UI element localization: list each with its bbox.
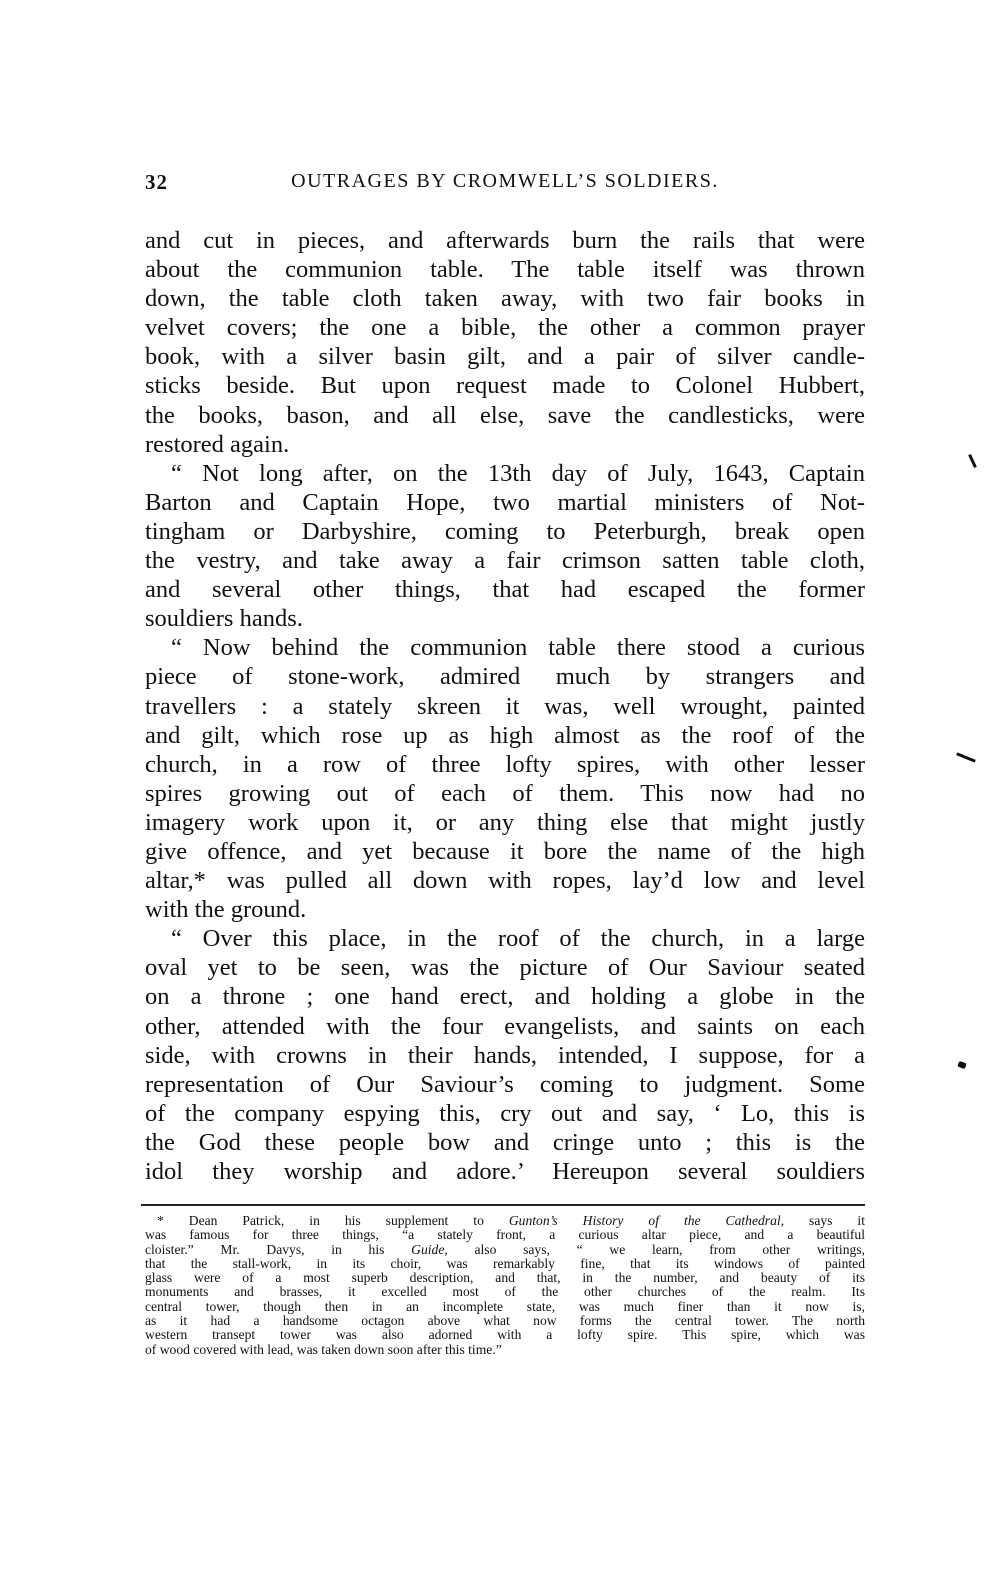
body-line: tingham or Darbyshire, coming to Peterburgh, break open — [145, 517, 865, 545]
margin-mark — [968, 454, 977, 468]
body-line: travellers : a stately skreen it was, well wrought, painted — [145, 692, 865, 720]
body-line: the books, bason, and all else, save the candlesticks, were — [145, 401, 865, 429]
body-line: down, the table cloth taken away, with two fair books in — [145, 285, 865, 313]
body-line: book, with a silver basin gilt, and a pair of silver candle- — [145, 343, 865, 371]
body-line: sticks beside. But upon request made to Colonel Hubbert, — [145, 372, 865, 400]
footnote-line: was famous for three things, “a stately front, a curious altar piece, and a beautiful — [145, 1227, 865, 1243]
body-line: imagery work upon it, or any thing else that might justly — [145, 808, 865, 836]
body-line: “ Now behind the communion table there stood a curious — [171, 634, 865, 662]
body-line: velvet covers; the one a bible, the other a common prayer — [145, 314, 865, 342]
footnote-text: , says it — [780, 1213, 865, 1228]
footnote-line: monuments and brasses, it excelled most of the other churches of the realm. Its — [145, 1284, 865, 1300]
body-line: give offence, and yet because it bore the name of the high — [145, 837, 865, 865]
body-line: oval yet to be seen, was the picture of Our Saviour seated — [145, 954, 865, 982]
body-line: souldiers hands. — [145, 605, 303, 633]
body-text — [145, 226, 865, 1186]
body-line: idol they worship and adore.’ Hereupon several souldiers — [145, 1158, 865, 1185]
margin-mark — [957, 1061, 967, 1069]
body-line: about the communion table. The table itself was thrown — [145, 256, 865, 284]
footnote-line: of wood covered with lead, was taken down soon after this time.” — [145, 1341, 502, 1357]
running-head — [145, 170, 865, 200]
footnote-line: central tower, though then in an incomplete state, was much finer than it now is, — [145, 1298, 865, 1314]
footnote-line: western transept tower was also adorned with a lofty spire. This spire, which was — [145, 1327, 865, 1343]
footnote-book-title: Gunton’s History of the Cathedral — [508, 1213, 781, 1228]
footnote-text: , also says, “ we learn, from other writings, — [444, 1241, 865, 1257]
body-line: and gilt, which rose up as high almost as the roof of the — [145, 721, 865, 749]
margin-mark — [956, 752, 976, 762]
body-line: with the ground. — [145, 896, 307, 924]
footnote — [145, 1214, 865, 1357]
body-line: representation of Our Saviour’s coming to judgment. Some — [145, 1070, 865, 1098]
body-line: the God these people bow and cringe unto ; this is the — [145, 1128, 865, 1156]
body-line: Barton and Captain Hope, two martial ministers of Not- — [145, 488, 865, 516]
body-line: “ Not long after, on the 13th day of July, 1643, Captain — [171, 459, 865, 487]
footnote-line: as it had a handsome octagon above what now forms the central tower. The north — [145, 1313, 865, 1329]
body-line: the vestry, and take away a fair crimson satten table cloth, — [145, 547, 865, 575]
footnote-text: * Dean Patrick, in his supplement to — [157, 1213, 509, 1228]
footnote-line — [145, 1243, 865, 1257]
footnote-line: that the stall-work, in its choir, was remarkably fine, that its windows of painted — [145, 1255, 865, 1271]
body-line: other, attended with the four evangelists, and saints on each — [145, 1012, 865, 1040]
body-line: of the company espying this, cry out and say, ‘ Lo, this is — [145, 1099, 865, 1127]
body-line: church, in a row of three lofty spires, with other lesser — [145, 750, 865, 778]
footnote-rule — [141, 1204, 865, 1206]
running-title: OUTRAGES BY CROMWELL’S SOLDIERS. — [291, 170, 719, 192]
body-line: side, with crowns in their hands, intended, I suppose, for a — [145, 1041, 865, 1069]
body-line: “ Over this place, in the roof of the church, in a large — [171, 925, 865, 953]
page-number: 32 — [145, 170, 168, 194]
footnote-text: cloister.” Mr. Davys, in his — [145, 1241, 412, 1257]
body-line: altar,* was pulled all down with ropes, lay’d low and level — [145, 867, 865, 895]
footnote-book-title: Guide — [411, 1241, 445, 1257]
body-line: spires growing out of each of them. This now had no — [145, 779, 865, 807]
body-line: on a throne ; one hand erect, and holding a globe in the — [145, 983, 865, 1011]
footnote-line — [145, 1214, 865, 1228]
body-line: and cut in pieces, and afterwards burn the rails that were — [145, 227, 865, 254]
body-line: restored again. — [145, 430, 290, 458]
body-line: piece of stone-work, admired much by strangers and — [145, 663, 865, 691]
body-line: and several other things, that had escaped the former — [145, 576, 865, 604]
footnote-line: glass were of a most superb description, and that, in the number, and beauty of its — [145, 1270, 865, 1286]
